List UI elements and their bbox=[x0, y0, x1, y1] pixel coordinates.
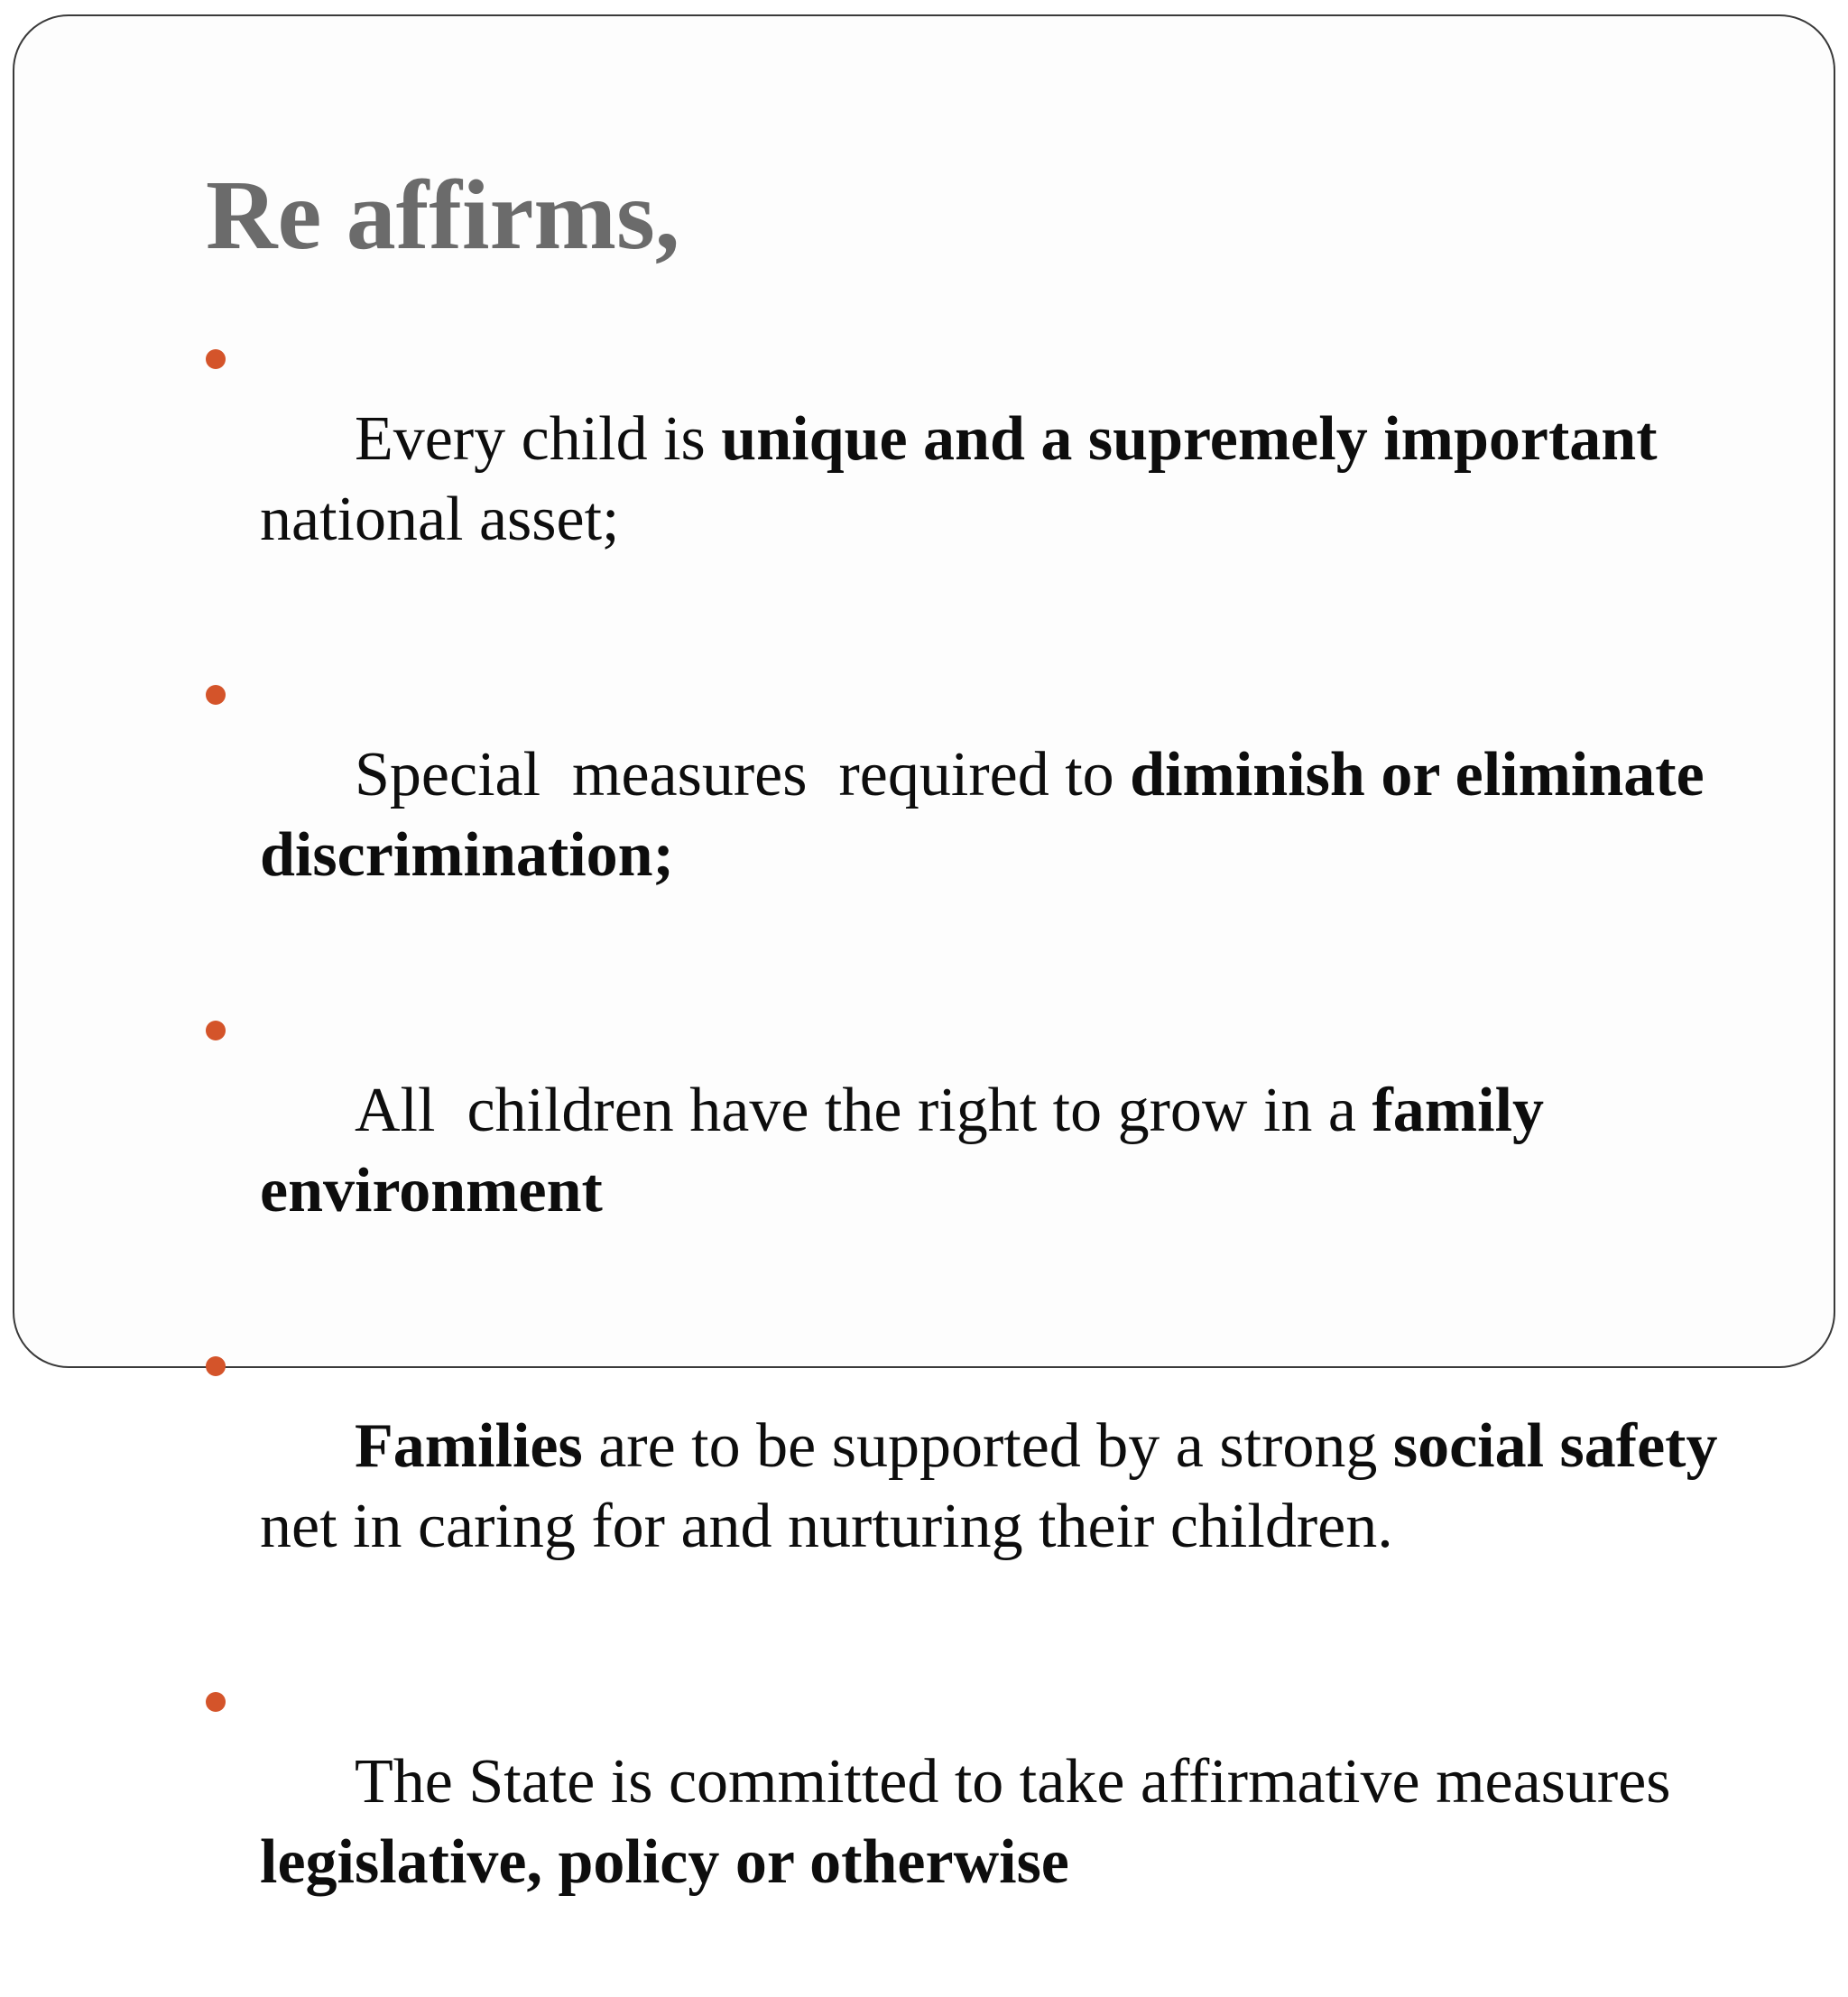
bullet-item bbox=[206, 990, 1740, 1311]
bullet-text-segment: national asset; bbox=[260, 404, 1674, 554]
bullet-text-segment-bold: diminish or eliminate discrimination; bbox=[260, 740, 1721, 890]
bullet-text-segment: Every child is bbox=[355, 404, 722, 474]
bullet-text-segment-bold: family environment bbox=[260, 1076, 1560, 1225]
bullet-dot-icon bbox=[206, 349, 226, 369]
bullet-dot-icon bbox=[206, 1692, 226, 1712]
bullet-text-segment-bold: unique and a supremely important bbox=[721, 404, 1658, 474]
slide-title: Re affirms, bbox=[206, 160, 680, 270]
bullet-item bbox=[206, 1326, 1740, 1647]
bullet-text-segment: are to be supported by a strong bbox=[582, 1411, 1393, 1481]
bullet-text-segment-bold: Families bbox=[355, 1411, 583, 1481]
bullet-text-segment-bold: social safety bbox=[1392, 1411, 1718, 1481]
bullet-text-segment: The State is committed to take affirmative measures bbox=[355, 1747, 1687, 1817]
bullet-text-segment-bold: legislative, policy or otherwise bbox=[260, 1827, 1069, 1897]
bullet-text-segment: Special measures required to bbox=[355, 740, 1131, 809]
bullet-item bbox=[206, 654, 1740, 975]
bullet-dot-icon bbox=[206, 1356, 226, 1376]
bullet-item bbox=[206, 1661, 1740, 1983]
bullet-dot-icon bbox=[206, 685, 226, 705]
bullet-item bbox=[206, 319, 1740, 640]
bullet-text-segment: net in caring for and nurturing their children. bbox=[260, 1411, 1733, 1561]
slide bbox=[13, 14, 1835, 1897]
bullet-dot-icon bbox=[206, 1021, 226, 1040]
bullet-text-segment: All children have the right to grow in a bbox=[355, 1076, 1372, 1145]
bullet-list bbox=[206, 319, 1740, 1997]
